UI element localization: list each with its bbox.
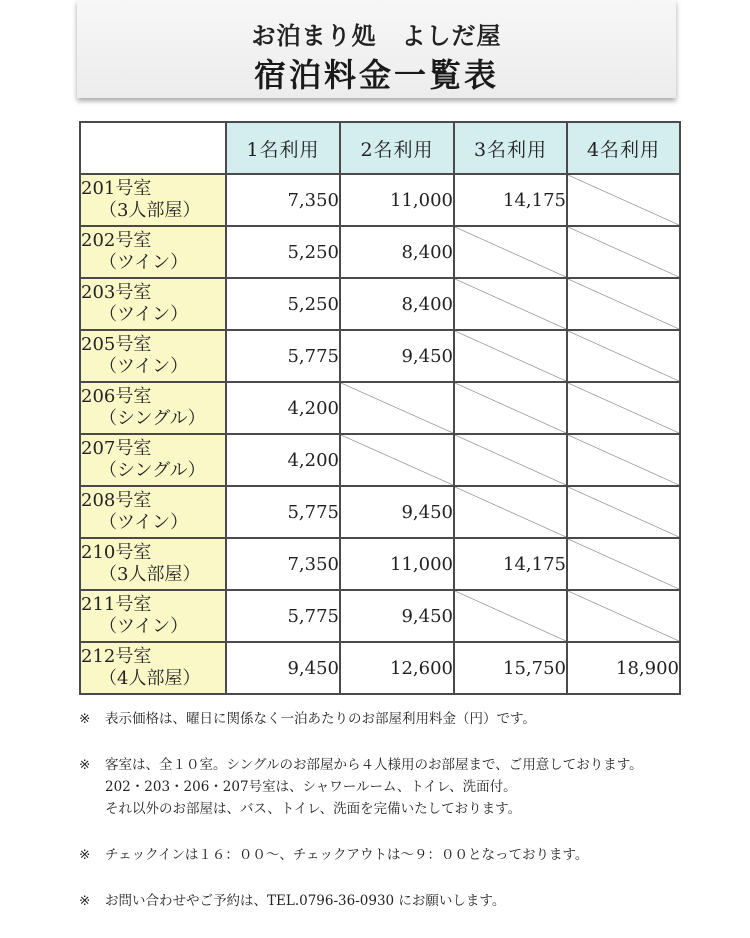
price-cell: 11,000 [340, 174, 454, 226]
unavailable-cell [454, 382, 567, 434]
price-cell: 4,200 [226, 434, 340, 486]
room-cell [80, 226, 226, 278]
room-type: （ツイン） [99, 252, 189, 273]
room-cell [80, 434, 226, 486]
room-type: （ツイン） [99, 512, 189, 533]
price-cell: 5,775 [226, 486, 340, 538]
price-cell: 9,450 [340, 590, 454, 642]
table-row [80, 382, 680, 434]
room-type: （シングル） [99, 408, 206, 429]
room-cell [80, 382, 226, 434]
unavailable-cell [567, 486, 680, 538]
table-row [80, 226, 680, 278]
note-item [79, 890, 719, 912]
note-line: それ以外のお部屋は、バス、トイレ、洗面を完備いたしております。 [105, 801, 522, 817]
unavailable-cell [567, 278, 680, 330]
room-cell [80, 538, 226, 590]
table-row [80, 330, 680, 382]
table-row [80, 174, 680, 226]
room-type: （3人部屋） [99, 564, 201, 585]
price-cell: 7,350 [226, 174, 340, 226]
price-cell: 14,175 [454, 174, 567, 226]
price-cell: 4,200 [226, 382, 340, 434]
price-cell: 5,250 [226, 278, 340, 330]
room-cell [80, 174, 226, 226]
price-cell: 5,775 [226, 590, 340, 642]
note-item [79, 708, 719, 730]
price-cell: 15,750 [454, 642, 567, 694]
room-number: 208号室 [81, 490, 152, 511]
price-cell: 9,450 [340, 486, 454, 538]
room-cell [80, 330, 226, 382]
room-number: 203号室 [81, 282, 152, 303]
price-cell: 18,900 [567, 642, 680, 694]
note-line: 202・203・206・207号室は、シャワールーム、トイレ、洗面付。 [105, 779, 517, 795]
price-cell: 7,350 [226, 538, 340, 590]
column-header: 1名利用 [226, 122, 340, 174]
unavailable-cell [454, 486, 567, 538]
unavailable-cell [454, 434, 567, 486]
room-number: 211号室 [81, 594, 152, 615]
column-header: 2名利用 [340, 122, 454, 174]
unavailable-cell [454, 278, 567, 330]
room-type: （ツイン） [99, 304, 189, 325]
table-row [80, 590, 680, 642]
room-cell [80, 590, 226, 642]
column-header: 4名利用 [567, 122, 680, 174]
price-cell: 8,400 [340, 278, 454, 330]
room-type: （シングル） [99, 460, 206, 481]
price-cell: 14,175 [454, 538, 567, 590]
room-number: 207号室 [81, 438, 152, 459]
note-line: 客室は、全１０室。シングルのお部屋から４人様用のお部屋まで、ご用意しております。 [105, 757, 643, 773]
notes [79, 708, 719, 936]
table-row [80, 642, 680, 694]
unavailable-cell [567, 590, 680, 642]
room-type: （ツイン） [99, 616, 189, 637]
unavailable-cell [567, 434, 680, 486]
note-line: チェックインは１６：００〜、チェックアウトは〜９：００となっております。 [105, 847, 589, 863]
table-row [80, 434, 680, 486]
room-cell [80, 642, 226, 694]
unavailable-cell [567, 226, 680, 278]
price-cell: 12,600 [340, 642, 454, 694]
room-number: 206号室 [81, 386, 152, 407]
room-number: 212号室 [81, 646, 152, 667]
unavailable-cell [567, 174, 680, 226]
note-line: お問い合わせやご予約は、TEL.0796-36-0930 にお願いします。 [105, 893, 506, 909]
price-cell: 11,000 [340, 538, 454, 590]
room-type: （ツイン） [99, 356, 189, 377]
note-line: 表示価格は、曜日に関係なく一泊あたりのお部屋利用料金（円）です。 [105, 711, 536, 727]
room-number: 210号室 [81, 542, 152, 563]
page-title: 宿泊料金一覧表 [253, 56, 499, 94]
room-number: 201号室 [81, 178, 152, 199]
note-item [79, 754, 719, 820]
unavailable-cell [567, 382, 680, 434]
unavailable-cell [340, 434, 454, 486]
table-row [80, 278, 680, 330]
unavailable-cell [340, 382, 454, 434]
room-number: 205号室 [81, 334, 152, 355]
table-row [80, 486, 680, 538]
price-cell: 9,450 [340, 330, 454, 382]
unavailable-cell [454, 330, 567, 382]
column-header: 3名利用 [454, 122, 567, 174]
corner-cell [80, 122, 226, 174]
price-cell: 5,250 [226, 226, 340, 278]
note-mark: ※ [79, 847, 91, 863]
page-header [77, 0, 676, 98]
price-cell: 9,450 [226, 642, 340, 694]
unavailable-cell [454, 590, 567, 642]
room-type: （3人部屋） [99, 200, 201, 221]
room-type: （4人部屋） [99, 668, 201, 689]
table-row [80, 538, 680, 590]
inn-name: お泊まり処 よしだ屋 [251, 21, 502, 50]
note-mark: ※ [79, 711, 91, 727]
room-cell [80, 486, 226, 538]
room-number: 202号室 [81, 230, 152, 251]
unavailable-cell [567, 330, 680, 382]
table-header-row [80, 122, 680, 174]
unavailable-cell [454, 226, 567, 278]
room-cell [80, 278, 226, 330]
price-cell: 8,400 [340, 226, 454, 278]
note-item [79, 844, 719, 866]
unavailable-cell [567, 538, 680, 590]
price-cell: 5,775 [226, 330, 340, 382]
note-mark: ※ [79, 893, 91, 909]
rate-table [79, 121, 681, 695]
note-mark: ※ [79, 757, 91, 773]
